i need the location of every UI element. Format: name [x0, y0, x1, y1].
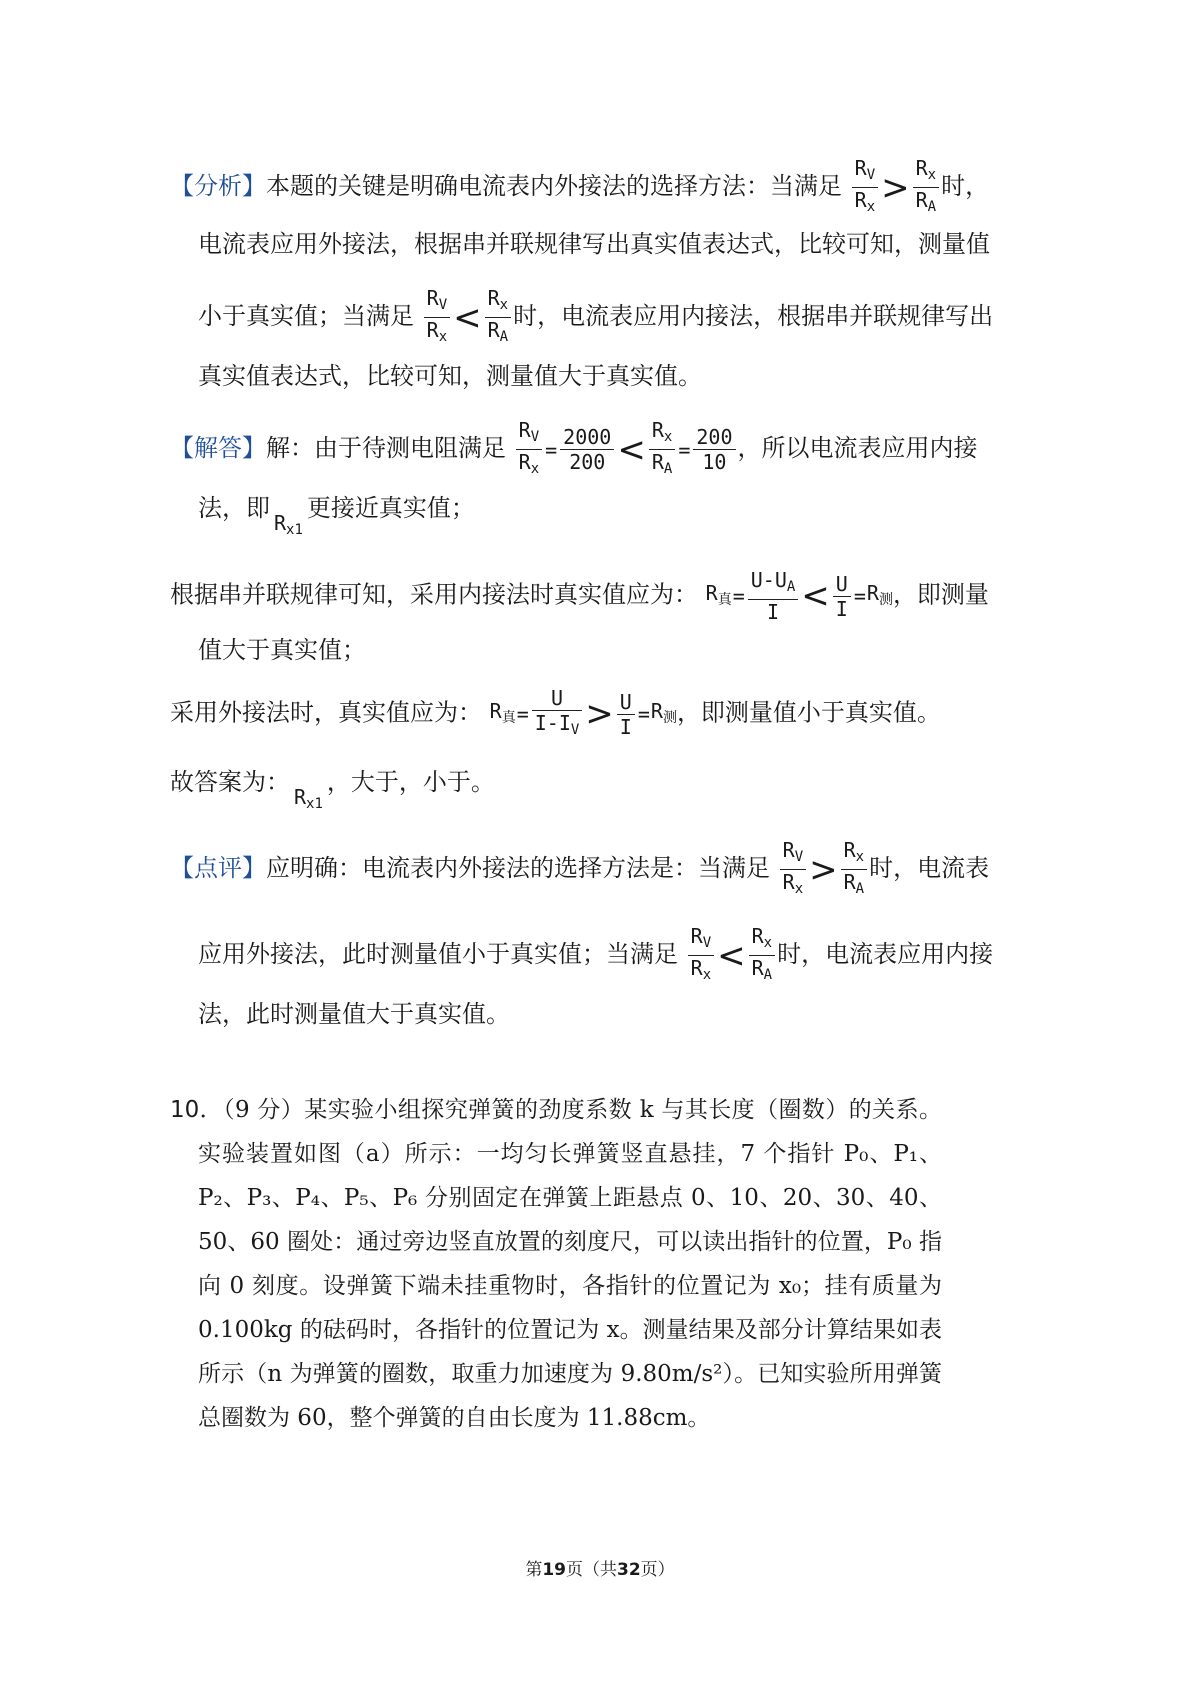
less-than-sign: <: [717, 935, 746, 976]
fraction-u-over-i: $\frac{U}{I}$: [617, 690, 635, 739]
r-measured-symbol: $R_测$: [650, 698, 677, 726]
fraction-200-10: $\frac{200}{10}$: [693, 425, 735, 474]
fraction-rv-rx: $\frac{R_V}{R_x}$: [688, 924, 714, 987]
review-line-1: 【点评】应明确：电流表内外接法的选择方法是：当满足 $\frac{R_V}{R_x}$ > $\frac{R_x}{R_A}$ 时，电流表: [170, 838, 989, 901]
rx1-symbol: Rx1: [294, 785, 323, 812]
fraction-rx-ra: $\frac{R_x}{R_A}$: [749, 924, 775, 987]
answer-line-1: 【解答】解：由于待测电阻满足 $\frac{R_V}{R_x}$ = $\frac{2000}{200}$ < $\frac{R_x}{R_A}$ = $\frac{200}{10}$ ，所以电流表应用内接: [170, 418, 978, 481]
fraction-u-over-i: $\frac{U}{I}$: [833, 572, 851, 621]
fraction-rx-ra: $\frac{R_x}{R_A}$: [649, 418, 675, 481]
answer-tag: 【解答】: [170, 434, 266, 462]
answer-line-2: 法，即$_{R_{x1}}$更接近真实值；: [198, 494, 475, 538]
answer-line-3: 根据串并联规律可知，采用内接法时真实值应为： $R_真=$ $\frac{U-U_A}{I}$ < $\frac{U}{I}$ $=R_测$，即测量: [170, 568, 989, 624]
analysis-line-1: 【分析】本题的关键是明确电流表内外接法的选择方法：当满足 $\frac{R_V}{R_x}$ > $\frac{R_x}{R_A}$ 时，: [170, 156, 989, 219]
greater-than-sign: >: [585, 694, 614, 734]
fraction-rv-rx: $\frac{R_V}{R_x}$: [852, 156, 878, 219]
analysis-tag: 【分析】: [170, 172, 266, 200]
fraction-rv-rx: $\frac{R_V}{R_x}$: [424, 286, 450, 349]
less-than-sign: <: [453, 297, 482, 338]
fraction-rv-rx: $\frac{R_V}{R_x}$: [780, 838, 806, 901]
fraction-u-minus-ua-over-i: $\frac{U-U_A}{I}$: [748, 568, 799, 624]
total-pages: 32: [617, 1560, 641, 1580]
answer-line-5: 采用外接法时，真实值应为： $R_真=$ $\frac{U}{I-I_V}$ > $\frac{U}{I}$ $=R_测$，即测量值小于真实值。: [170, 686, 941, 742]
page-number: 19: [542, 1560, 566, 1580]
fraction-rx-ra: $\frac{R_x}{R_A}$: [841, 838, 867, 901]
greater-than-sign: >: [809, 849, 838, 890]
greater-than-sign: >: [881, 167, 910, 208]
less-than-sign: <: [617, 429, 646, 470]
r-true-symbol: $R_真$: [705, 580, 732, 608]
analysis-line-3: 小于真实值；当满足 $\frac{R_V}{R_x}$ < $\frac{R_x}{R_A}$ 时，电流表应用内接法，根据串并联规律写出: [198, 286, 993, 349]
fraction-u-over-i-minus-iv: $\frac{U}{I-I_V}$: [532, 686, 583, 742]
review-tag: 【点评】: [170, 854, 266, 882]
fraction-rv-rx: $\frac{R_V}{R_x}$: [516, 418, 542, 481]
analysis-line-4: 真实值表达式，比较可知，测量值大于真实值。: [198, 362, 702, 390]
r-measured-symbol: $R_测$: [866, 580, 893, 608]
page-footer: 第19页（共32页）: [525, 1560, 675, 1580]
fraction-2000-200: $\frac{2000}{200}$: [560, 425, 614, 474]
question-10: [170, 1088, 942, 1440]
r-true-symbol: $R_真$: [489, 698, 516, 726]
review-line-3: 法，此时测量值大于真实值。: [198, 1000, 510, 1028]
analysis-line-2: 电流表应用外接法，根据串并联规律写出真实值表达式，比较可知，测量值: [198, 230, 990, 258]
question-number: 10．: [170, 1097, 224, 1123]
less-than-sign: <: [801, 576, 830, 616]
answer-line-6: 故答案为：$_{R_{x1}}$，大于，小于。: [170, 768, 495, 812]
rx1-symbol: Rx1: [274, 511, 303, 538]
answer-line-4: 值大于真实值；: [198, 636, 366, 664]
fraction-rx-ra: $\frac{R_x}{R_A}$: [913, 156, 939, 219]
question-text: （9 分）某实验小组探究弹簧的劲度系数 k 与其长度（圈数）的关系。实验装置如图（a）所示：一均匀长弹簧竖直悬挂，7 个指针 P₀、P₁、P₂、P₃、P₄、P₅、P₆ 分别固定在弹簧上距悬点 0、10、20、30、40、50、60 圈处：通过旁边竖直放置的刻度尺，可以读出指针的位置，P₀ 指向 0 刻度。设弹簧下端未挂重物时，各指针的位置记为 x₀；挂有质量为 0.100kg 的砝码时，各指针的位置记为 x。测量结果及部分计算结果如表所示（n 为弹簧的圈数，取重力加速度为 9.80m/s²）。已知实验所用弹簧总圈数为 60，整个弹簧的自由长度为 11.88cm。: [198, 1097, 942, 1431]
fraction-rx-ra: $\frac{R_x}{R_A}$: [485, 286, 511, 349]
review-line-2: 应用外接法，此时测量值小于真实值；当满足 $\frac{R_V}{R_x}$ < $\frac{R_x}{R_A}$ 时，电流表应用内接: [198, 924, 993, 987]
